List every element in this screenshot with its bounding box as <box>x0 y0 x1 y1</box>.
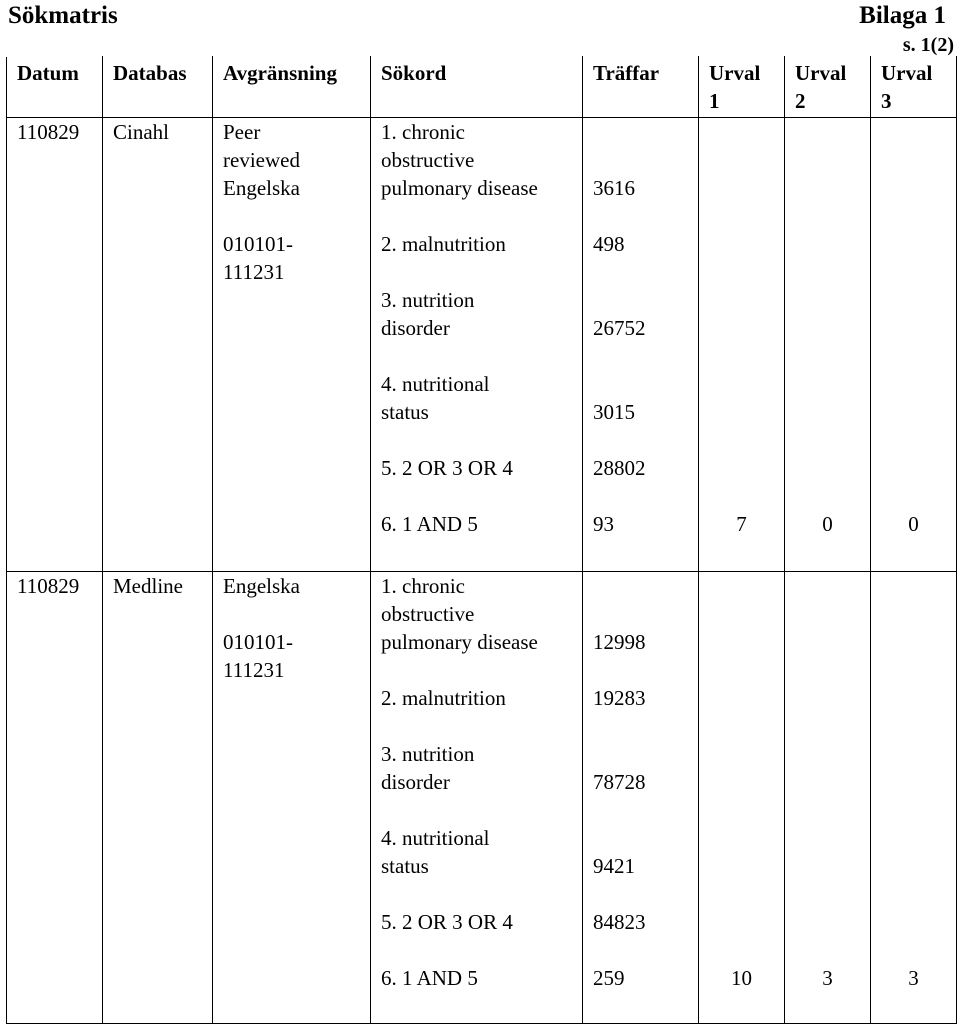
cell-avgransning: Engelska 010101- 111231 <box>213 572 371 1024</box>
appendix-label: Bilaga 1 <box>859 2 946 29</box>
page-title: Sökmatris <box>8 2 118 29</box>
cell-traffar: 12998 19283 78728 9421 84823 259 <box>583 572 699 1024</box>
cell-datum: 110829 <box>7 118 103 572</box>
cell-urval-1: 7 <box>699 118 785 572</box>
col-databas: Databas <box>103 57 213 118</box>
col-traffar: Träffar <box>583 57 699 118</box>
cell-sokord: 1. chronic obstructive pulmonary disease 2. malnutrition 3. nutrition disorder 4. nutritional status 5. 2 OR 3 OR 4 6. 1 AND 5 <box>371 118 583 572</box>
cell-traffar: 3616 498 26752 3015 28802 93 <box>583 118 699 572</box>
cell-urval-1: 10 <box>699 572 785 1024</box>
col-datum: Datum <box>7 57 103 118</box>
search-matrix-table <box>6 56 957 1024</box>
header-row <box>7 57 957 118</box>
table-row <box>7 118 957 572</box>
col-sokord: Sökord <box>371 57 583 118</box>
table-row <box>7 572 957 1024</box>
cell-sokord: 1. chronic obstructive pulmonary disease 2. malnutrition 3. nutrition disorder 4. nutritional status 5. 2 OR 3 OR 4 6. 1 AND 5 <box>371 572 583 1024</box>
cell-datum: 110829 <box>7 572 103 1024</box>
cell-avgransning: Peer reviewed Engelska 010101- 111231 <box>213 118 371 572</box>
cell-urval-2: 3 <box>785 572 871 1024</box>
cell-urval-3: 3 <box>871 572 957 1024</box>
cell-databas: Cinahl <box>103 118 213 572</box>
col-avgransning: Avgränsning <box>213 57 371 118</box>
cell-urval-3: 0 <box>871 118 957 572</box>
col-urval-1: Urval 1 <box>699 57 785 118</box>
cell-databas: Medline <box>103 572 213 1024</box>
page-number: s. 1(2) <box>902 34 954 56</box>
col-urval-3: Urval 3 <box>871 57 957 118</box>
cell-urval-2: 0 <box>785 118 871 572</box>
col-urval-2: Urval 2 <box>785 57 871 118</box>
